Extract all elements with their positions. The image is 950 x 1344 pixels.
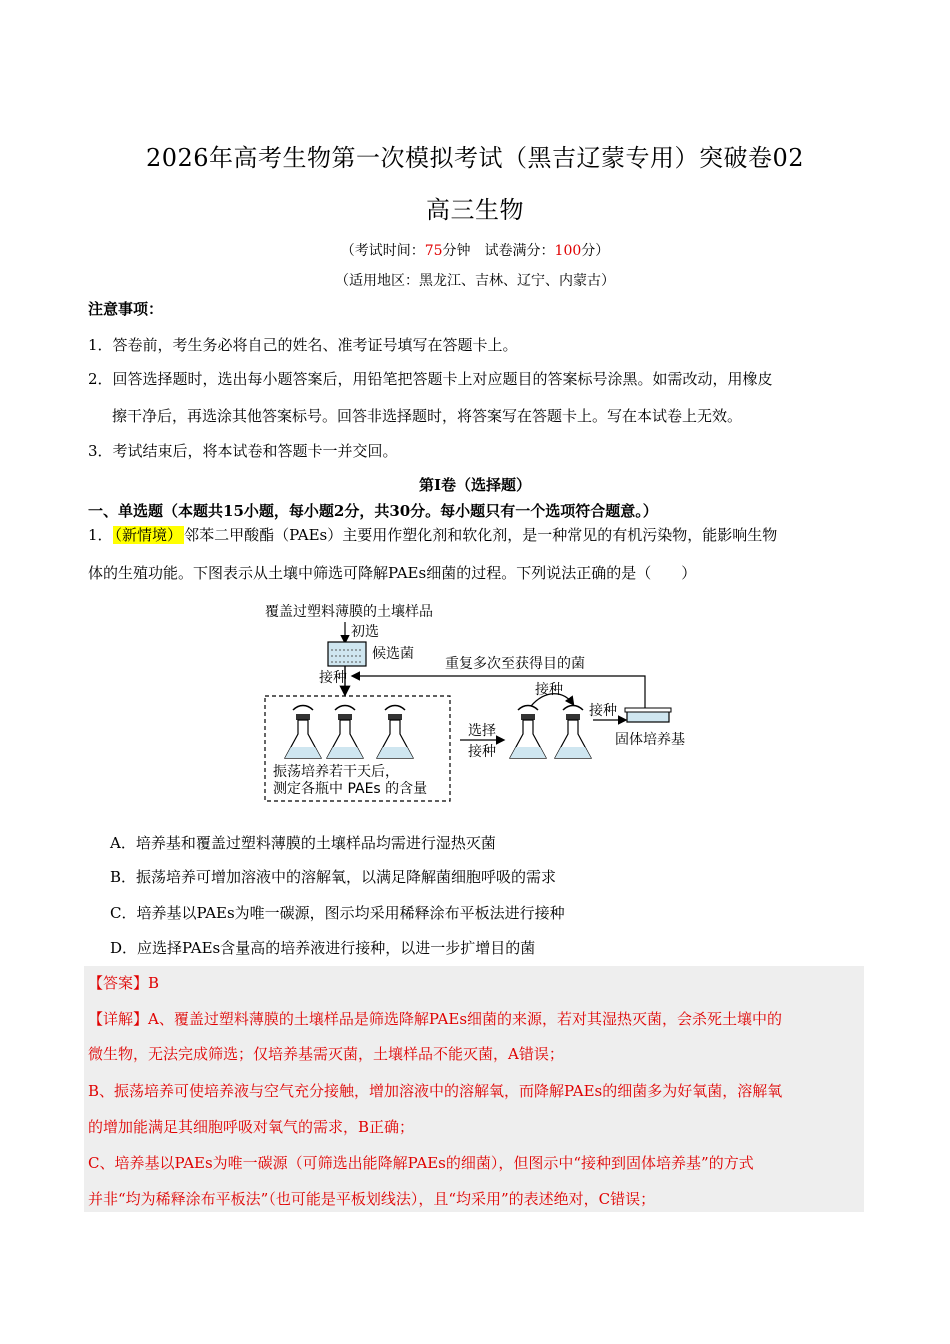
diagram-inoculate2-label: 接种 — [468, 744, 496, 760]
question-line-2: 体的生殖功能。下图表示从土壤中筛选可降解PAEs细菌的过程。下列说法正确的是（ ） — [88, 564, 697, 582]
explanation-line: 并非“均为稀释涂布平板法”（也可能是平板划线法），且“均采用”的表述绝对，C错误； — [88, 1190, 656, 1208]
exam-meta-time — [0, 240, 950, 260]
diagram-shake-line2: 测定各瓶中 PAEs 的含量 — [273, 781, 428, 797]
diagram-shake-line1: 振荡培养若干天后， — [273, 764, 399, 780]
notes-heading: 注意事项： — [88, 300, 164, 318]
flask-icon — [377, 706, 413, 759]
screening-diagram — [255, 598, 695, 808]
note-item: 2．回答选择题时，选出每小题答案后，用铅笔把答题卡上对应题目的答案标号涂黑。如需改动，用橡皮 — [88, 370, 773, 388]
meta-mid: 分钟 试卷满分： — [442, 243, 555, 259]
option-c: C．培养基以PAEs为唯一碳源，图示均采用稀释涂布平板法进行接种 — [110, 904, 565, 922]
option-d: D．应选择PAEs含量高的培养液进行接种，以进一步扩增目的菌 — [110, 939, 536, 957]
section-instruction: 一、单选题（本题共15小题，每小题2分，共30分。每小题只有一个选项符合题意。） — [88, 502, 658, 520]
explanation-line: 微生物，无法完成筛选；仅培养基需灭菌，土壤样品不能灭菌，A错误； — [88, 1045, 564, 1063]
question-number: 1． — [88, 526, 113, 544]
subject-title: 高三生物 — [426, 196, 524, 224]
petri-dish-icon — [625, 708, 671, 722]
question-line-1 — [88, 524, 777, 545]
candidate-beaker-icon — [328, 642, 366, 666]
diagram-select-label: 选择 — [468, 723, 496, 739]
explanation-line: C、培养基以PAEs为唯一碳源（可筛选出能降解PAEs的细菌），但图示中“接种到固体培养基”的方式 — [88, 1154, 754, 1172]
diagram-candidate-label: 候选菌 — [372, 646, 414, 662]
exam-score: 100 — [554, 243, 582, 259]
page-title: 2026年高考生物第一次模拟考试（黑吉辽蒙专用）突破卷02 — [145, 144, 805, 172]
exam-time: 75 — [424, 243, 443, 259]
option-a: A．培养基和覆盖过塑料薄膜的土壤样品均需进行湿热灭菌 — [110, 834, 496, 852]
flask-icon — [510, 706, 546, 759]
flask-icon — [327, 706, 363, 759]
exam-meta-region: （适用地区：黑龙江、吉林、辽宁、内蒙古） — [335, 273, 615, 289]
explanation-line: 的增加能满足其细胞呼吸对氧气的需求，B正确； — [88, 1118, 415, 1136]
diagram-inoculate-label: 接种 — [319, 670, 347, 686]
note-item: 擦干净后，再选涂其他答案标号。回答非选择题时，将答案写在答题卡上。写在本试卷上无效。 — [112, 407, 743, 425]
flask-icon — [555, 706, 591, 759]
diagram-initial-label: 初选 — [351, 624, 379, 640]
question-tag: （新情境） — [114, 526, 183, 544]
option-b: B．振荡培养可增加溶液中的溶解氧，以满足降解菌细胞呼吸的需求 — [110, 868, 557, 886]
note-item: 1．答卷前，考生务必将自己的姓名、准考证号填写在答题卡上。 — [88, 336, 518, 354]
diagram-soil-label: 覆盖过塑料薄膜的土壤样品 — [265, 604, 433, 620]
diagram-inoculate-top-label: 接种 — [535, 682, 563, 698]
diagram-solid-medium-label: 固体培养基 — [615, 732, 685, 748]
explanation-line: B、振荡培养可使培养液与空气充分接触，增加溶液中的溶解氧，而降解PAEs的细菌多为好氧菌，溶解氧 — [88, 1082, 783, 1100]
section-title: 第I卷（选择题） — [418, 476, 532, 494]
flask-icon — [285, 706, 321, 759]
diagram-inoculate-right-label: 接种 — [589, 703, 617, 719]
meta-suffix: 分） — [581, 243, 610, 259]
explanation-line: 【详解】A、覆盖过塑料薄膜的土壤样品是筛选降解PAEs细菌的来源，若对其湿热灭菌，会杀死土壤中的 — [88, 1010, 783, 1028]
meta-prefix: （考试时间： — [340, 243, 425, 259]
note-item: 3．考试结束后，将本试卷和答题卡一并交回。 — [88, 442, 398, 460]
answer-line: 【答案】B — [88, 974, 160, 992]
question-text: 邻苯二甲酸酯（PAEs）主要用作塑化剂和软化剂，是一种常见的有机污染物，能影响生物 — [184, 526, 778, 544]
diagram-repeat-label: 重复多次至获得目的菌 — [445, 656, 585, 672]
